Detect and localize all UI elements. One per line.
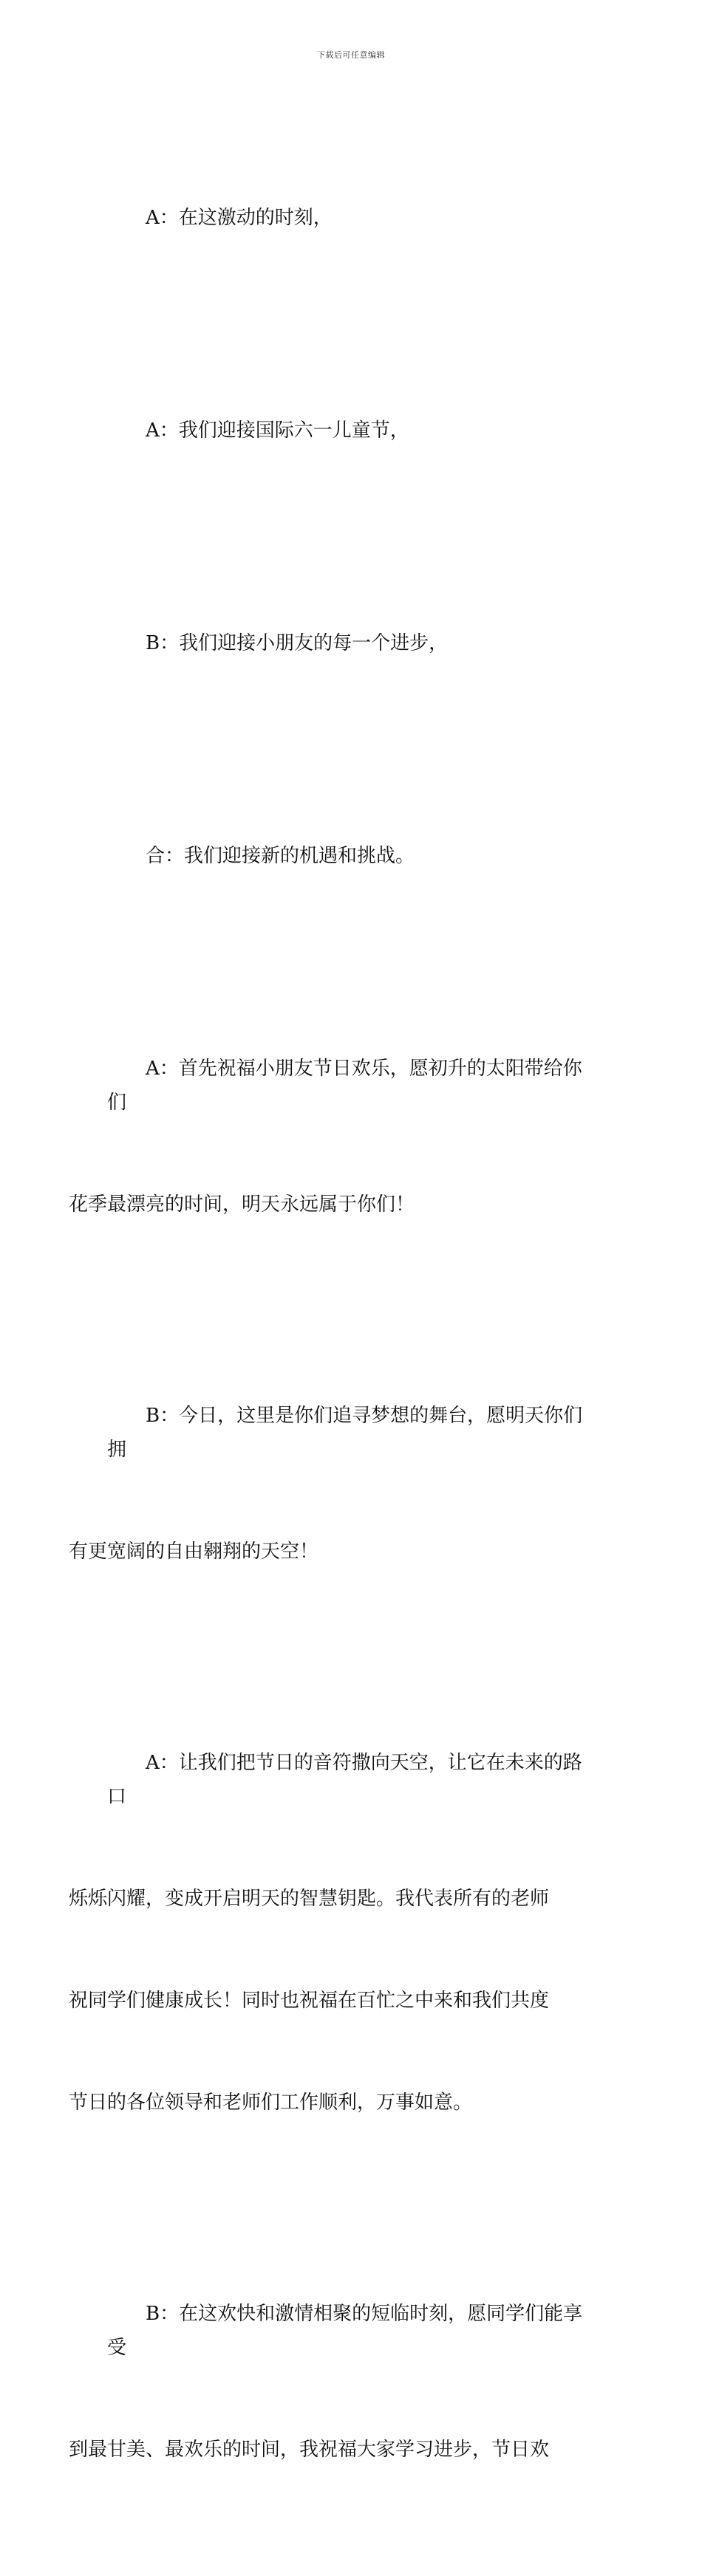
paragraph bbox=[69, 2229, 599, 2535]
paragraph bbox=[107, 558, 599, 728]
paragraph bbox=[107, 771, 599, 941]
text-line: A：首先祝福小朋友节日欢乐，愿初升的太阳带给你们 bbox=[107, 1058, 582, 1114]
paragraph bbox=[69, 984, 599, 1289]
page-header: 下载后可任意编辑 bbox=[317, 50, 385, 60]
text-line: 烁烁闪耀，变成开启明天的智慧钥匙。我代表所有的老师 bbox=[69, 1888, 550, 1910]
text-line: A：让我们把节日的音符撒向天空，让它在未来的路口 bbox=[107, 1752, 582, 1808]
paragraph bbox=[107, 346, 599, 515]
text-line: A：我们迎接国际六一儿童节， bbox=[146, 419, 409, 442]
text-line: B：今日，这里是你们追寻梦想的舞台，愿明天你们拥 bbox=[107, 1405, 583, 1461]
paragraph bbox=[69, 1331, 599, 1637]
text-line: 到最甘美、最欢乐的时间，我祝福大家学习进步，节日欢 bbox=[69, 2439, 550, 2461]
paragraph bbox=[107, 133, 599, 303]
text-line: 花季最漂亮的时间，明天永远属于你们！ bbox=[69, 1193, 415, 1216]
text-line: 有更宽阔的自由翱翔的天空！ bbox=[69, 1541, 319, 1563]
paragraph bbox=[69, 1678, 599, 2188]
text-line: 祝同学们健康成长！同时也祝福在百忙之中来和我们共度 bbox=[69, 1990, 550, 2012]
text-line: B：在这欢快和激情相聚的短临时刻，愿同学们能享受 bbox=[107, 2303, 583, 2359]
text-line: 合：我们迎接新的机遇和挑战。 bbox=[146, 845, 415, 867]
text-line: A：在这激动的时刻， bbox=[146, 207, 333, 229]
text-line: B：我们迎接小朋友的每一个进步， bbox=[146, 632, 449, 654]
document-body bbox=[69, 133, 599, 2576]
text-line: 节日的各位领导和老师们工作顺利，万事如意。 bbox=[69, 2092, 473, 2114]
